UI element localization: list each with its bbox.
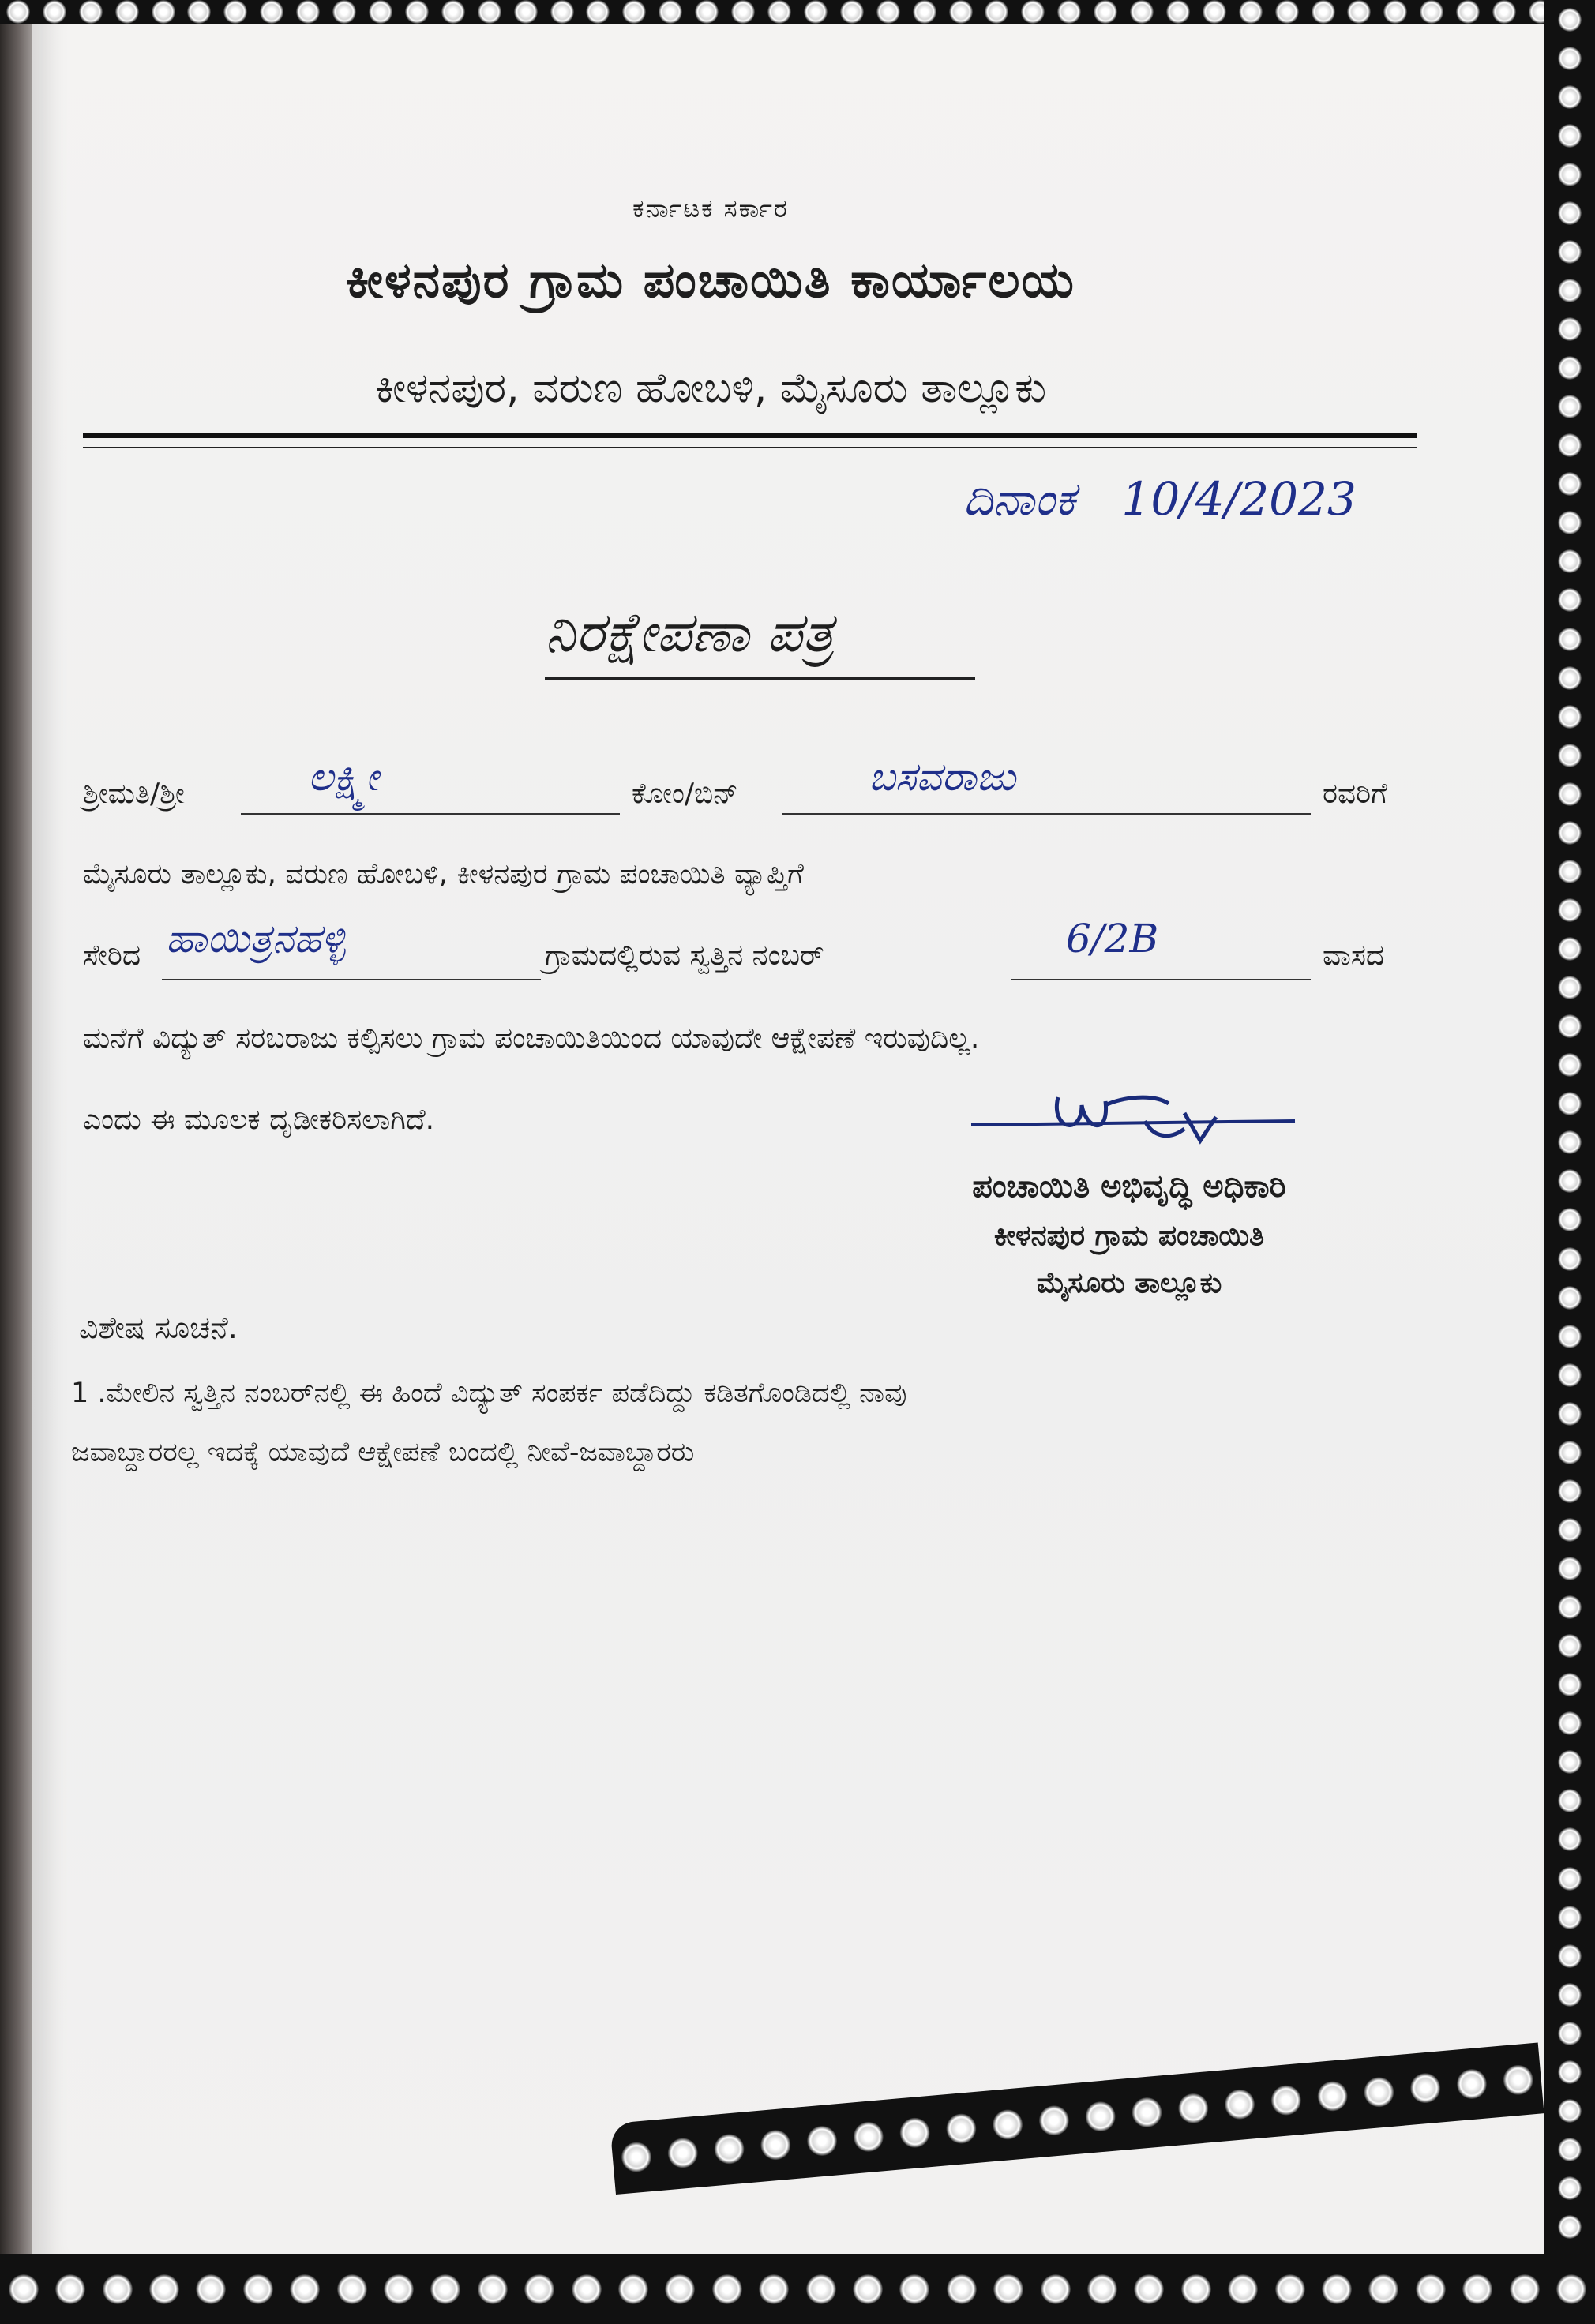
date-value: 10/4/2023	[1121, 472, 1357, 526]
border-flower	[1223, 2088, 1255, 2120]
border-flower	[695, 0, 719, 24]
border-flower	[478, 0, 501, 24]
border-flower	[1456, 0, 1480, 24]
border-flower	[572, 2274, 602, 2304]
relation-label: ಕೋಂ/ಬಿನ್	[632, 778, 738, 810]
border-flower	[9, 2274, 39, 2304]
border-flower	[712, 2274, 742, 2304]
border-flower	[985, 0, 1008, 24]
border-flower	[1228, 2274, 1258, 2304]
handwritten-name: ಲಕ್ಷ್ಮೀ	[308, 754, 379, 800]
border-flower	[1312, 0, 1335, 24]
border-flower	[840, 0, 864, 24]
border-flower	[1558, 2099, 1582, 2123]
border-flower	[405, 0, 429, 24]
border-flower	[731, 0, 755, 24]
border-flower	[1166, 0, 1190, 24]
border-flower	[1558, 1208, 1582, 1231]
border-flower	[1558, 47, 1582, 70]
border-flower	[1203, 0, 1226, 24]
border-flower	[1316, 2080, 1349, 2112]
border-flower	[806, 2274, 836, 2304]
special-note-line2: ಜವಾಬ್ದಾರರಲ್ಲ ಇದಕ್ಕೆ ಯಾವುದೆ ಆಕ್ಷೇಪಣೆ ಬಂದಲ್ಲಿ ನೀವೆ-ಜವಾಬ್ದಾರರು	[71, 1437, 695, 1468]
border-flower	[296, 0, 320, 24]
property-suffix: ವಾಸದ	[1323, 939, 1385, 972]
border-flower	[805, 2124, 838, 2157]
border-flower	[550, 0, 574, 24]
handwritten-village: ಹಾಯಿತ್ರನಹಳ್ಳಿ	[166, 916, 346, 961]
border-flower	[152, 0, 175, 24]
relation-line	[782, 813, 1311, 815]
border-flower	[115, 0, 139, 24]
village-line	[162, 979, 541, 980]
border-flower	[430, 2274, 460, 2304]
border-flower	[478, 2274, 508, 2304]
border-flower	[1558, 1130, 1582, 1154]
border-flower	[1420, 0, 1443, 24]
border-flower	[1558, 744, 1582, 767]
title-underline	[545, 677, 975, 680]
border-flower	[514, 0, 538, 24]
border-flower	[1558, 1014, 1582, 1038]
border-flower	[369, 0, 392, 24]
border-flower	[1409, 2072, 1441, 2105]
border-flower	[1558, 1789, 1582, 1812]
border-flower	[1558, 433, 1582, 457]
border-flower	[441, 0, 465, 24]
border-flower	[1416, 2274, 1446, 2304]
officer-office: ಕೀಳನಪುರ ಗ್ರಾಮ ಪಂಚಾಯಿತಿ	[993, 1220, 1265, 1252]
border-flower	[79, 0, 103, 24]
special-note-line1: 1 .ಮೇಲಿನ ಸ್ವತ್ತಿನ ನಂಬರ್‌ನಲ್ಲಿ ಈ ಹಿಂದೆ ವಿದ್ಯುತ್ ಸಂಪರ್ಕ ಪಡೆದಿದ್ದು ಕಡಿತಗೊಂಡಿದಲ್ಲಿ ನಾವು	[71, 1378, 907, 1409]
border-flower	[759, 2129, 791, 2161]
recipient-suffix: ರವರಿಗೆ	[1323, 778, 1388, 810]
border-flower	[1270, 2084, 1302, 2116]
border-flower	[1558, 356, 1582, 380]
border-flower	[767, 0, 791, 24]
border-flower	[1558, 1595, 1582, 1619]
border-flower	[1558, 588, 1582, 612]
office-address: ಕೀಳನಪುರ, ವರುಣ ಹೋಬಳಿ, ಮೈಸೂರು ತಾಲ್ಲೂಕು	[374, 365, 1047, 412]
handwritten-property-number: 6/2B	[1066, 916, 1159, 961]
decorative-border-top	[0, 0, 1595, 24]
border-flower	[196, 2274, 226, 2304]
border-flower	[1134, 2274, 1164, 2304]
border-flower	[1558, 1906, 1582, 1929]
date-field	[963, 472, 1357, 527]
border-flower	[1239, 0, 1263, 24]
border-flower	[384, 2274, 414, 2304]
border-flower	[1558, 1286, 1582, 1310]
jurisdiction-line: ಮೈಸೂರು ತಾಲ್ಲೂಕು, ವರುಣ ಹೋಬಳಿ, ಕೀಳನಪುರ ಗ್ರಾಮ ಪಂಚಾಯಿತಿ ವ್ಯಾಪ್ತಿಗೆ	[83, 858, 804, 890]
border-flower	[1181, 2274, 1211, 2304]
border-flower	[1558, 1402, 1582, 1426]
border-flower	[1558, 1944, 1582, 1968]
border-flower	[1558, 1092, 1582, 1115]
border-flower	[1558, 1363, 1582, 1387]
border-flower	[337, 2274, 367, 2304]
border-flower	[149, 2274, 179, 2304]
border-flower	[876, 0, 900, 24]
office-title: ಕೀಳನಪುರ ಗ್ರಾಮ ಪಂಚಾಯಿತಿ ಕಾರ್ಯಾಲಯ	[346, 251, 1075, 309]
border-flower	[1558, 1750, 1582, 1774]
border-flower	[1455, 2067, 1488, 2100]
border-flower	[1558, 2060, 1582, 2084]
border-flower	[1094, 0, 1117, 24]
border-flower	[1558, 1673, 1582, 1696]
border-flower	[1322, 2274, 1352, 2304]
border-flower	[1021, 0, 1045, 24]
border-flower	[804, 0, 828, 24]
border-flower	[1556, 2274, 1586, 2304]
border-flower	[1558, 666, 1582, 690]
handwritten-relation-name: ಬಸವರಾಜು	[869, 754, 1016, 800]
border-flower	[1558, 85, 1582, 109]
border-flower	[1275, 0, 1299, 24]
border-flower	[665, 2274, 695, 2304]
special-note-heading: ವಿಶೇಷ ಸೂಚನೆ.	[79, 1310, 238, 1345]
border-flower	[1558, 937, 1582, 961]
officer-designation: ಪಂಚಾಯಿತಿ ಅಭಿವೃದ್ಧಿ ಅಧಿಕಾರಿ	[972, 1168, 1286, 1205]
border-flower	[187, 0, 211, 24]
border-flower	[622, 0, 646, 24]
border-flower	[1558, 1634, 1582, 1658]
border-flower	[659, 0, 682, 24]
border-flower	[524, 2274, 554, 2304]
border-flower	[55, 2274, 85, 2304]
border-flower	[1558, 1053, 1582, 1077]
header-rule-thin	[83, 447, 1417, 448]
border-flower	[1558, 279, 1582, 302]
border-flower	[1558, 511, 1582, 534]
officer-signature	[963, 1081, 1319, 1153]
border-flower	[1362, 2076, 1394, 2108]
border-flower	[1087, 2274, 1117, 2304]
border-flower	[1558, 782, 1582, 806]
border-flower	[586, 0, 610, 24]
border-flower	[1558, 898, 1582, 922]
border-flower	[1275, 2274, 1305, 2304]
border-flower	[1558, 1711, 1582, 1735]
decorative-border-bottom	[0, 2254, 1595, 2324]
border-flower	[1558, 1169, 1582, 1193]
border-flower	[712, 2133, 745, 2165]
border-flower	[1462, 2274, 1492, 2304]
border-flower	[666, 2137, 699, 2169]
border-flower	[6, 0, 30, 24]
decorative-border-right	[1544, 0, 1595, 2324]
border-flower	[852, 2120, 884, 2153]
border-flower	[1558, 201, 1582, 225]
border-flower	[1383, 0, 1407, 24]
border-flower	[1558, 549, 1582, 573]
border-flower	[1130, 2096, 1162, 2128]
border-flower	[1558, 1479, 1582, 1503]
border-flower	[899, 2274, 929, 2304]
border-flower	[853, 2274, 883, 2304]
border-flower	[1558, 1557, 1582, 1580]
border-flower	[290, 2274, 320, 2304]
border-flower	[1558, 860, 1582, 883]
border-flower	[1558, 240, 1582, 264]
border-flower	[1558, 1441, 1582, 1464]
document-title: ನಿರಕ್ಷೇಪಣಾ ಪತ್ರ	[545, 600, 835, 665]
no-objection-statement: ಮನೆಗೆ ವಿದ್ಯುತ್ ಸರಬರಾಜು ಕಲ್ಪಿಸಲು ಗ್ರಾಮ ಪಂಚಾಯಿತಿಯಿಂದ ಯಾವುದೇ ಆಕ್ಷೇಪಣೆ ಇರುವುದಿಲ್ಲ.	[83, 1022, 980, 1055]
border-flower	[1558, 2215, 1582, 2239]
border-flower	[949, 0, 973, 24]
border-flower	[1558, 395, 1582, 418]
border-flower	[1558, 1518, 1582, 1542]
border-flower	[1130, 0, 1154, 24]
document-page	[32, 0, 1548, 2273]
date-label: ದಿನಾಂಕ	[963, 472, 1075, 526]
border-flower	[223, 0, 247, 24]
border-flower	[1558, 317, 1582, 341]
border-flower	[1558, 1247, 1582, 1271]
border-flower	[1038, 2105, 1070, 2137]
border-flower	[620, 2141, 652, 2173]
border-flower	[993, 2274, 1023, 2304]
border-flower	[43, 0, 66, 24]
property-label: ಗ್ರಾಮದಲ್ಲಿರುವ ಸ್ವತ್ತಿನ ನಂಬರ್	[545, 939, 824, 972]
border-flower	[332, 0, 356, 24]
border-flower	[1558, 163, 1582, 186]
border-flower	[1558, 8, 1582, 32]
border-flower	[1502, 2063, 1534, 2096]
border-flower	[1057, 0, 1081, 24]
border-flower	[991, 2108, 1023, 2141]
border-flower	[1177, 2092, 1209, 2124]
border-flower	[243, 2274, 273, 2304]
border-flower	[1558, 1867, 1582, 1891]
border-flower	[1558, 2176, 1582, 2200]
certification-line: ಎಂದು ಈ ಮೂಲಕ ದೃಡೀಕರಿಸಲಾಗಿದೆ.	[83, 1104, 435, 1136]
property-line	[1011, 979, 1311, 980]
border-flower	[103, 2274, 133, 2304]
belonging-label: ಸೇರಿದ	[83, 939, 141, 972]
name-line	[241, 813, 620, 815]
border-flower	[1558, 2138, 1582, 2161]
border-flower	[1558, 1983, 1582, 2007]
border-flower	[1558, 705, 1582, 729]
border-flower	[759, 2274, 789, 2304]
border-flower	[1492, 0, 1516, 24]
border-flower	[1368, 2274, 1398, 2304]
border-flower	[947, 2274, 977, 2304]
border-flower	[1558, 472, 1582, 496]
border-flower	[618, 2274, 648, 2304]
border-flower	[1347, 0, 1371, 24]
border-flower	[1558, 1325, 1582, 1348]
border-flower	[1558, 2022, 1582, 2045]
border-flower	[260, 0, 283, 24]
salutation-label: ಶ್ರೀಮತಿ/ಶ್ರೀ	[83, 778, 185, 810]
border-flower	[1558, 976, 1582, 999]
border-flower	[913, 0, 936, 24]
border-flower	[1558, 821, 1582, 845]
border-flower	[1084, 2101, 1116, 2133]
border-flower	[1558, 124, 1582, 148]
border-flower	[1558, 628, 1582, 651]
officer-taluk: ಮೈಸೂರು ತಾಲ್ಲೂಕು	[1036, 1267, 1222, 1299]
border-flower	[1041, 2274, 1071, 2304]
border-flower	[944, 2112, 977, 2145]
border-flower	[899, 2116, 931, 2149]
header-rule-thick	[83, 433, 1417, 438]
border-flower	[1558, 1827, 1582, 1851]
government-label: ಕರ್ನಾಟಕ ಸರ್ಕಾರ	[632, 193, 789, 223]
border-flower	[1510, 2274, 1540, 2304]
